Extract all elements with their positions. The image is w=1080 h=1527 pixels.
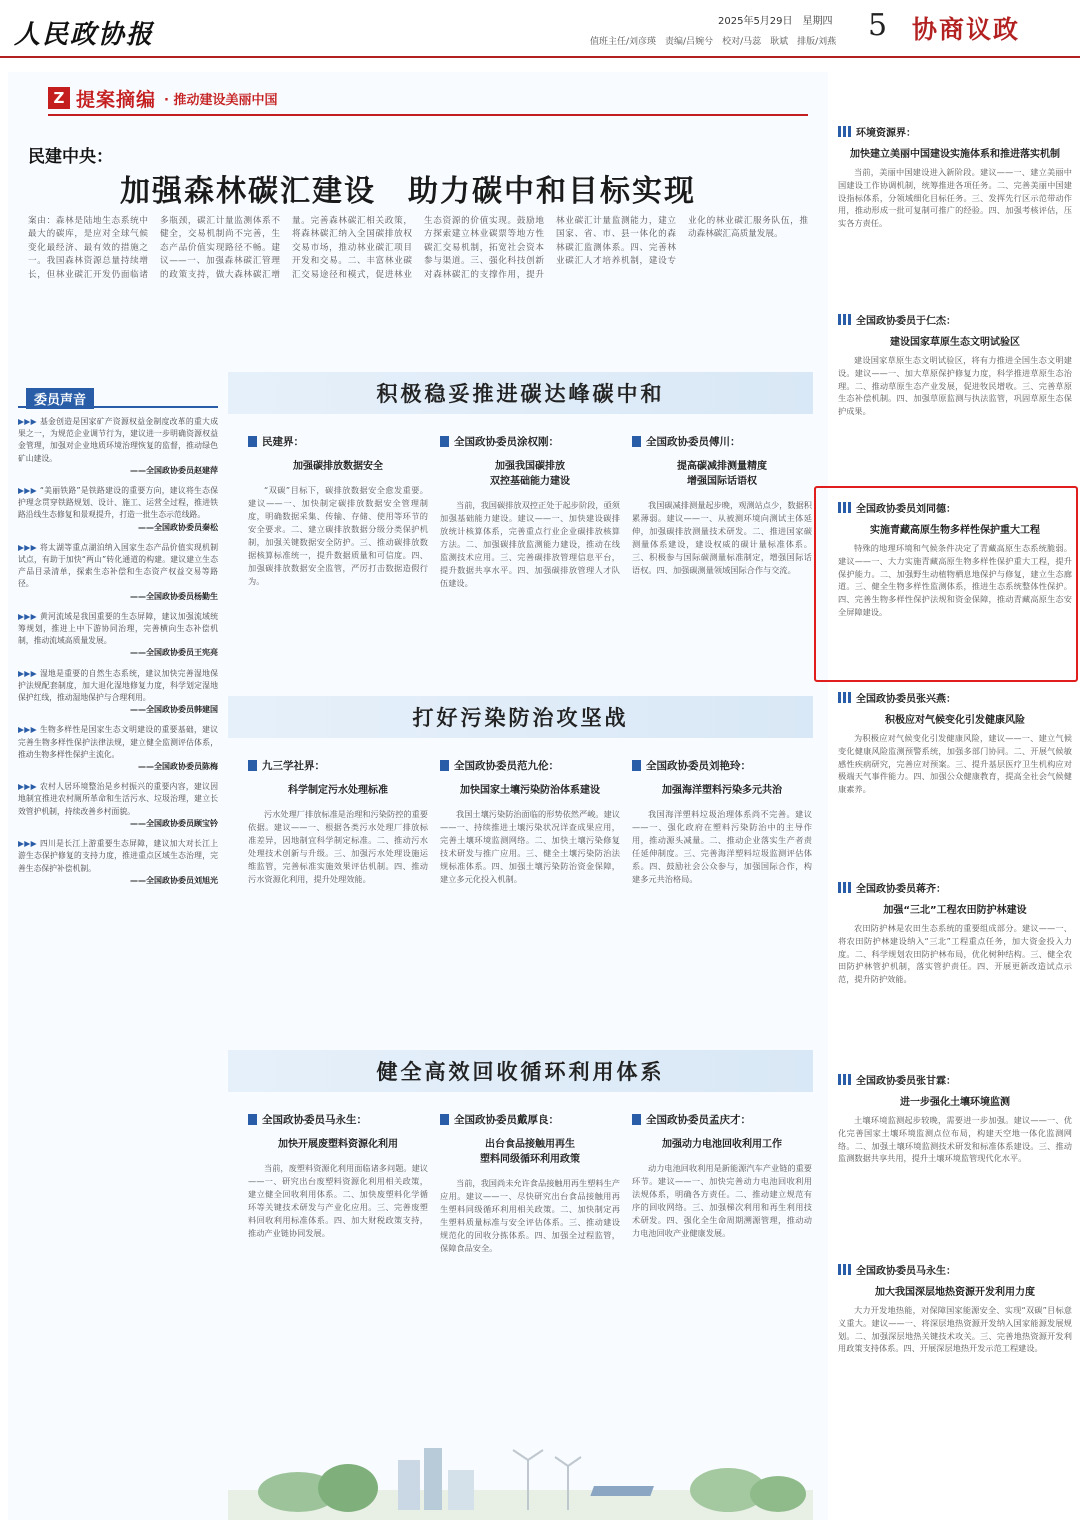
voice-signature: ——全国政协委员刘旭光 [130,875,218,885]
author-marker-icon [632,760,641,771]
proposal-title: 提高碳减排测量精度 增强国际话语权 [677,461,767,487]
proposal-body: 当前，我国碳排放双控正处于起步阶段，亟须加强基础能力建设。建议——一、加快建设碳排放统计核算体系，完善重点行业企业碳排放核算方法。二、加强碳排放监测能力建设，推动在线监测技术应用。三、完善碳排放管理信息平台，提升数据共享水平。四、加强碳排放管理人才队伍建设。 [440,500,620,588]
author-marker-icon [248,436,257,447]
sidebar-title: 建设国家草原生态文明试验区 [890,337,1020,348]
member-voices-heading [18,386,218,408]
proposal-body: 当前，我国尚未允许食品接触用再生塑料生产应用。建议——一、尽快研究出台食品接触用再生塑料同级循环利用相关政策。二、加快制定再生塑料质量标准与安全评估体系。三、推动建设规范化的回收分拣体系。四、加强全过程监管，保障食品安全。 [440,1178,620,1253]
proposal-title: 加强碳排放数据安全 [293,461,383,472]
proposal-author-name: 全国政协委员范九伦： [454,760,559,772]
proposal-body: 动力电池回收利用是新能源汽车产业链的重要环节。建议——一、加快完善动力电池回收利用法规体系，明确各方责任。二、推动建立规范有序的回收网络。三、加强梯次利用和再生利用技术研发。四、强化全生命周期溯源管理，推动动力电池回收产业健康发展。 [632,1163,812,1238]
section-heading-band [228,372,813,414]
sidebar-author [838,880,1072,895]
arrow-icon: ▶▶▶ [18,417,40,426]
voice-text: 黄河流域是我国重要的生态屏障，建议加强流域统筹规划，推进上中下游协同治理，完善横向生态补偿机制，推动流域高质量发展。 [18,611,219,646]
voice-signature: ——全国政协委员韩建国 [130,705,218,715]
issue-date: 2025年5月29日 星期四 [718,16,833,27]
proposal-author-name: 民建界： [262,436,304,448]
lead-article-author: 民建中央： [28,147,113,167]
voice-text: 四川是长江上游重要生态屏障，建议加大对长江上游生态保护修复的支持力度，推进重点区域生态治理，完善生态保护补偿机制。 [18,839,219,873]
sidebar-body: 农田防护林是农田生态系统的重要组成部分。建议——一、将农田防护林建设纳入“三北”工程重点任务，加大资金投入力度。二、科学规划农田防护林布局，优化树种结构。三、健全农田防护林管护机制，落实管护责任。四、开展更新改造试点示范，提升防护效能。 [838,923,1072,985]
proposal-body: 我国海洋塑料垃圾治理体系尚不完善。建议——一、强化政府在塑料污染防治中的主导作用，推动源头减量。二、推动企业落实生产者责任延伸制度。三、完善海洋塑料垃圾监测评估体系。四、鼓励社会公众参与，加强国际合作，构建多元共治格局。 [632,809,812,884]
z-logo-icon: Z [48,87,70,109]
proposal-title: 出台食品接触用再生 塑料同级循环利用政策 [480,1139,580,1165]
proposal-body: “双碳”目标下，碳排放数据安全愈发重要。建议——一、加快制定碳排放数据安全管理制度，明确数据采集、传输、存储、使用等环节的安全要求。二、建立碳排放数据分级分类保护机制，加强关键数据安全防护。三、推动碳排放数据核算标准统一，提升数据质量和可信度。四、加强碳排放数据安全监管，严厉打击数据造假行为。 [248,485,428,586]
proposal-author [632,434,812,449]
proposal-title: 加强动力电池回收利用工作 [662,1139,782,1150]
voice-item [18,611,218,660]
voice-item [18,668,218,717]
proposal-column [440,434,620,590]
proposal-column [248,758,428,886]
voice-text: 湿地是重要的自然生态系统，建议加快完善湿地保护法规配套制度，加大退化湿地修复力度，科学划定湿地保护红线，推动湿地保护与合理利用。 [18,668,219,703]
sidebar-author [838,1072,1072,1087]
proposal-author [632,758,812,773]
sidebar-author [838,312,1072,327]
banner-title: 提案摘编 [76,88,157,111]
voice-item [18,416,218,477]
section-heading-band [228,1050,813,1092]
page-section-name: 协商议政 [912,15,1021,44]
sidebar-proposal [838,124,1072,230]
proposal-author-name: 九三学社界： [262,760,325,772]
highlight-box [814,486,1078,682]
arrow-icon: ▶▶▶ [18,668,40,678]
tree-icon [750,1476,806,1512]
proposal-column [632,434,812,577]
voice-text: 将太湖等重点湖泊纳入国家生态产品价值实现机制试点，有助于加快“两山”转化通道的构建。建议建立生态产品目录清单，探索生态补偿和生态资产权益交易等路径。 [18,542,219,589]
author-marker-icon [440,436,449,447]
proposal-author [248,1112,428,1127]
section-title: 积极稳妥推进碳达峰碳中和 [376,381,665,406]
sidebar-author-name: 全国政协委员张甘霖： [856,1076,956,1087]
author-marker-icon [632,1114,641,1125]
proposal-author-name: 全国政协委员孟庆才： [646,1114,751,1126]
proposal-body: 当前，废塑料资源化利用面临诸多问题。建议——一、研究出台废塑料资源化利用相关政策，建立健全回收利用体系。二、加快废塑料化学循环等关键技术研发与产业化应用。三、完善废塑料回收利用标准体系。四、加大财税政策支持，推动产业链协同发展。 [248,1163,428,1238]
proposal-author-name: 全国政协委员傅川： [646,436,741,448]
sidebar-proposal [838,1262,1072,1355]
sidebar-author [838,690,1072,705]
voice-item [18,542,218,603]
sidebar-proposal [838,312,1072,418]
sidebar-author-name: 全国政协委员于仁杰： [856,316,956,327]
author-marker-icon [248,1114,257,1125]
sidebar-author [838,124,1072,139]
banner-subtitle: · 推动建设美丽中国 [164,92,278,108]
proposal-body: 我国碳减排测量起步晚，观测站点少，数据积累薄弱。建议——一、从被测环境向测试主体延伸，加强碳排放测量技术研发。二、推进国家碳测量体系建设，建设权威的碳计量标准体系。三、积极参与国际碳测量标准制定，增强国际话语权。四、加强碳测量领域国际合作与交流。 [632,500,812,575]
bars-icon [838,1264,851,1275]
lead-article-title: 加强森林碳汇建设 助力碳中和目标实现 [120,174,696,209]
building-icon [398,1460,420,1510]
proposal-column [248,434,428,588]
voice-text: 基金创造是国家矿产资源权益金制度改革的重大成果之一，为规范企业调节行为，建议进一步明确资源权益金管理，加强对企业地质环境治理恢复的监督，推动绿色矿山建设。 [18,417,219,463]
voice-signature: ——全国政协委员秦松 [138,522,218,532]
voice-item [18,838,218,887]
arrow-icon: ▶▶▶ [18,611,40,621]
sidebar-proposal [838,880,1072,986]
newspaper-logo: 人民政协报 [14,20,155,50]
sidebar-proposal [838,690,1072,796]
editor-credits: 值班主任/刘彦瑛 责编/吕婉兮 校对/马蕊 耿斌 排版/刘燕 [590,37,837,47]
sidebar-body: 为积极应对气候变化引发健康风险，建议——一、建立气候变化健康风险监测预警系统，加强多部门协同。二、开展气候敏感性疾病研究，完善应对预案。三、提升基层医疗卫生机构应对极端天气事件能力。四、加强公众健康教育，提高全社会气候健康素养。 [838,733,1072,795]
arrow-icon: ▶▶▶ [18,486,40,496]
sidebar-title: 加大我国深层地热资源开发利用力度 [875,1287,1035,1298]
sidebar-author-name: 全国政协委员刘同德： [856,504,956,515]
voice-signature: ——全国政协委员顾宝钤 [130,818,218,828]
sidebar-title: 进一步强化土壤环境监测 [900,1097,1010,1108]
voice-text: 农村人居环境整治是乡村振兴的重要内容，建议因地制宜推进农村厕所革命和生活污水、垃圾治理，建立长效管护机制，持续改善乡村面貌。 [18,782,219,816]
proposal-column [248,1112,428,1240]
tree-icon [318,1464,378,1512]
section-title: 打好污染防治攻坚战 [412,705,629,730]
author-marker-icon [440,760,449,771]
proposal-author [632,1112,812,1127]
proposal-column [632,1112,812,1240]
proposal-body: 我国土壤污染防治面临的形势依然严峻。建议——一、持续推进土壤污染状况详查成果应用，完善土壤环境监测网络。二、加快土壤污染修复技术研发与推广应用。三、健全土壤污染防治法规标准体系。四、加强土壤污染防治资金保障，建立多元化投入机制。 [440,809,620,884]
proposal-author [248,758,428,773]
proposal-author [440,758,620,773]
sidebar-body: 建设国家草原生态文明试验区，将有力推进全国生态文明建设。建议——一、加大草原保护修复力度，科学推进草原生态治理。二、推动草原生态产业发展，促进牧民增收。三、完善草原生态补偿机制。四、加强草原监测与执法监管，巩固草原生态保护成果。 [838,355,1072,417]
voice-item [18,485,218,534]
sidebar-body: 大力开发地热能，对保障国家能源安全、实现“双碳”目标意义重大。建议——一、将深层地热资源开发纳入国家能源发展规划。二、加强深层地热关键技术攻关。三、完善地热资源开发利用政策支持体系。四、开展深层地热开发示范工程建设。 [838,1305,1072,1354]
proposal-author-name: 全国政协委员马永生： [262,1114,367,1126]
building-icon [448,1470,474,1510]
proposal-column [632,758,812,886]
section-heading-band [228,696,813,738]
arrow-icon: ▶▶▶ [18,839,40,849]
bars-icon [838,882,851,893]
voice-text: 生物多样性是国家生态文明建设的重要基础，建议完善生物多样性保护法律法规，建立健全监测评估体系，推动生物多样性保护主流化。 [18,725,219,759]
sidebar-author [838,1262,1072,1277]
proposal-author-name: 全国政协委员戴厚良： [454,1114,559,1126]
building-icon [424,1448,442,1510]
proposal-title: 加强海洋塑料污染多元共治 [662,785,782,796]
green-city-illustration [228,1420,813,1520]
sidebar-title: 实施青藏高原生物多样性保护重大工程 [870,525,1040,536]
column-banner [48,84,277,112]
proposal-body: 污水处理厂排放标准是治理和污染防控的重要依据。建议——一、根据各类污水处理厂排放标准差异，因地制宜科学制定标准。二、推动污水处理技术创新与升级。三、加强污水处理设施运维监管，完善标准实施效果评估机制。四、推动污水资源化利用，提升处理效能。 [248,809,428,884]
proposal-author-name: 全国政协委员刘艳玲： [646,760,751,772]
member-voices-title: 委员声音 [26,388,94,409]
proposal-title: 加强我国碳排放 双控基础能力建设 [490,461,570,487]
sidebar-title: 加快建立美丽中国建设实施体系和推进落实机制 [850,149,1060,160]
arrow-icon: ▶▶▶ [18,725,40,735]
member-voices-column [18,386,218,1514]
voice-item [18,724,218,773]
sidebar-body: 土壤环境监测起步较晚，需要进一步加强。建议——一、优化完善国家土壤环境监测点位布局，构建天空地一体化监测网络。二、加强土壤环境监测技术研发和标准体系建设。三、推动监测数据共享共用，提升土壤环境监管现代化水平。 [838,1115,1072,1164]
voice-signature: ——全国政协委员陈梅 [138,762,218,772]
solar-panel-icon [590,1486,654,1496]
sidebar-body: 特殊的地理环境和气候条件决定了青藏高原生态系统脆弱。建议——一、大力实施青藏高原生物多样性保护重大工程，提升保护能力。二、加强野生动植物栖息地保护与修复，建立生态廊道。三、健全生物多样性监测体系，推进生态系统整体性保护。四、完善生物多样性保护法规和资金保障，推动青藏高原生态安全屏障建设。 [838,543,1072,617]
voice-signature: ——全国政协委员杨勤生 [130,591,218,601]
banner-divider [48,114,808,116]
sidebar-author-name: 全国政协委员马永生： [856,1266,956,1277]
sidebar-author-name: 环境资源界： [856,128,916,139]
proposal-title: 科学制定污水处理标准 [288,785,388,796]
member-voices-list [18,416,218,887]
proposal-title: 加快开展废塑料资源化利用 [278,1139,398,1150]
page-number: 5 [868,8,888,43]
bars-icon [838,314,851,325]
author-marker-icon [440,1114,449,1125]
proposal-author [440,1112,620,1127]
sidebar-author-name: 全国政协委员张兴燕： [856,694,956,705]
voice-text: “美丽铁路”是铁路建设的重要方向，建议将生态保护理念贯穿铁路规划、设计、施工、运营全过程，推进铁路沿线生态修复和景观提升，打造一批生态示范线路。 [18,486,219,520]
bars-icon [838,126,851,137]
proposal-author [248,434,428,449]
author-marker-icon [248,760,257,771]
sidebar-author-name: 全国政协委员蒋齐： [856,884,946,895]
proposal-column [440,1112,620,1255]
author-marker-icon [632,436,641,447]
lead-article-body: 案由：森林是陆地生态系统中最大的碳库，是应对全球气候变化最经济、最有效的措施之一。我国森林资源总量持续增长，但林业碳汇开发仍面临诸多瓶颈，碳汇计量监测体系不健全，交易机制尚不完善，生态产品价值实现路径不畅。建议——一、加强森林碳汇管理的政策支持，做大森林碳汇增量。完善森林碳汇相关政策，将森林碳汇纳入全国碳排放权交易市场，推动林业碳汇项目开发和交易。二、丰富林业碳汇交易途径和模式，促进林业生态资源的价值实现。鼓励地方探索建立林业碳票等地方性碳汇交易机制，拓宽社会资本参与渠道。三、强化科技创新对森林碳汇的支撑作用，提升林业碳汇计量监测能力，建立国家、省、市、县一体化的森林碳汇监测体系。四、完善林业碳汇人才培养机制，建设专业化的林业碳汇服务队伍，推动森林碳汇高质量发展。 [28,216,808,280]
arrow-icon: ▶▶▶ [18,542,40,552]
voice-signature: ——全国政协委员赵建萍 [130,465,218,475]
proposal-column [440,758,620,886]
masthead [0,0,1080,58]
bars-icon [838,692,851,703]
sidebar-title: 加强“三北”工程农田防护林建设 [883,905,1027,916]
bars-icon [838,1074,851,1085]
sidebar-body: 当前，美丽中国建设进入新阶段。建议——一、建立美丽中国建设工作协调机制，统筹推进各项任务。二、完善美丽中国建设指标体系，分领域细化目标任务。三、发挥先行区示范带动作用，推动形成一批可复制可推广的经验。四、加强考核评估，压实各方责任。 [838,167,1072,229]
section-title: 健全高效回收循环利用体系 [376,1059,665,1084]
sidebar-title: 积极应对气候变化引发健康风险 [885,715,1025,726]
sidebar-proposal [838,1072,1072,1165]
voice-signature: ——全国政协委员王宪亮 [130,648,218,658]
proposal-title: 加快国家土壤污染防治体系建设 [460,785,600,796]
proposal-author-name: 全国政协委员涂权刚： [454,436,559,448]
proposal-author [440,434,620,449]
arrow-icon: ▶▶▶ [18,782,40,792]
voice-item [18,781,218,830]
